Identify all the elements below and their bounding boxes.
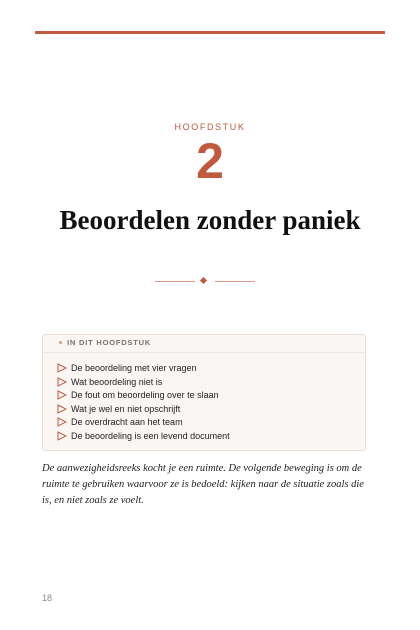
ornament-line-right	[215, 281, 255, 282]
chapter-number: 2	[196, 133, 224, 189]
list-item-label: De fout om beoordeling over te slaan	[71, 390, 219, 400]
list-item-label: Wat beoordeling niet is	[71, 376, 163, 387]
list-item-label: De beoordeling met vier vragen	[71, 363, 197, 373]
triangle-right-icon	[57, 363, 67, 373]
chapter-contents-box	[42, 334, 366, 451]
list-item-label: De beoordeling is een levend document	[71, 430, 230, 441]
chapter-title: Beoordelen zonder paniek	[59, 205, 361, 235]
ornament-line-left	[155, 281, 195, 282]
contents-header	[43, 335, 365, 353]
contents-header-label: IN DIT HOOFDSTUK	[67, 338, 152, 347]
triangle-right-icon	[57, 404, 67, 414]
triangle-right-icon	[57, 390, 67, 400]
diamond-icon	[200, 277, 207, 284]
bullet-dot-icon	[59, 341, 62, 344]
triangle-right-icon	[57, 431, 67, 441]
chapter-label: HOOFDSTUK	[174, 122, 246, 132]
intro-paragraph: De aanwezigheidsreeks kocht je een ruimte. De volgende beweging is om de ruimte te gebruiken waarvoor ze is bedoeld: kijken naar de situatie zoals die is, en niet zoals ze voelt.	[42, 463, 364, 506]
list-item-label: Wat je wel en niet opschrijft	[71, 403, 181, 414]
section-ornament	[0, 276, 420, 286]
list-item-label: De overdracht aan het team	[71, 417, 183, 427]
triangle-right-icon	[57, 377, 67, 387]
top-accent-rule	[35, 31, 385, 34]
triangle-right-icon	[57, 417, 67, 427]
page-number: 18	[42, 593, 53, 603]
